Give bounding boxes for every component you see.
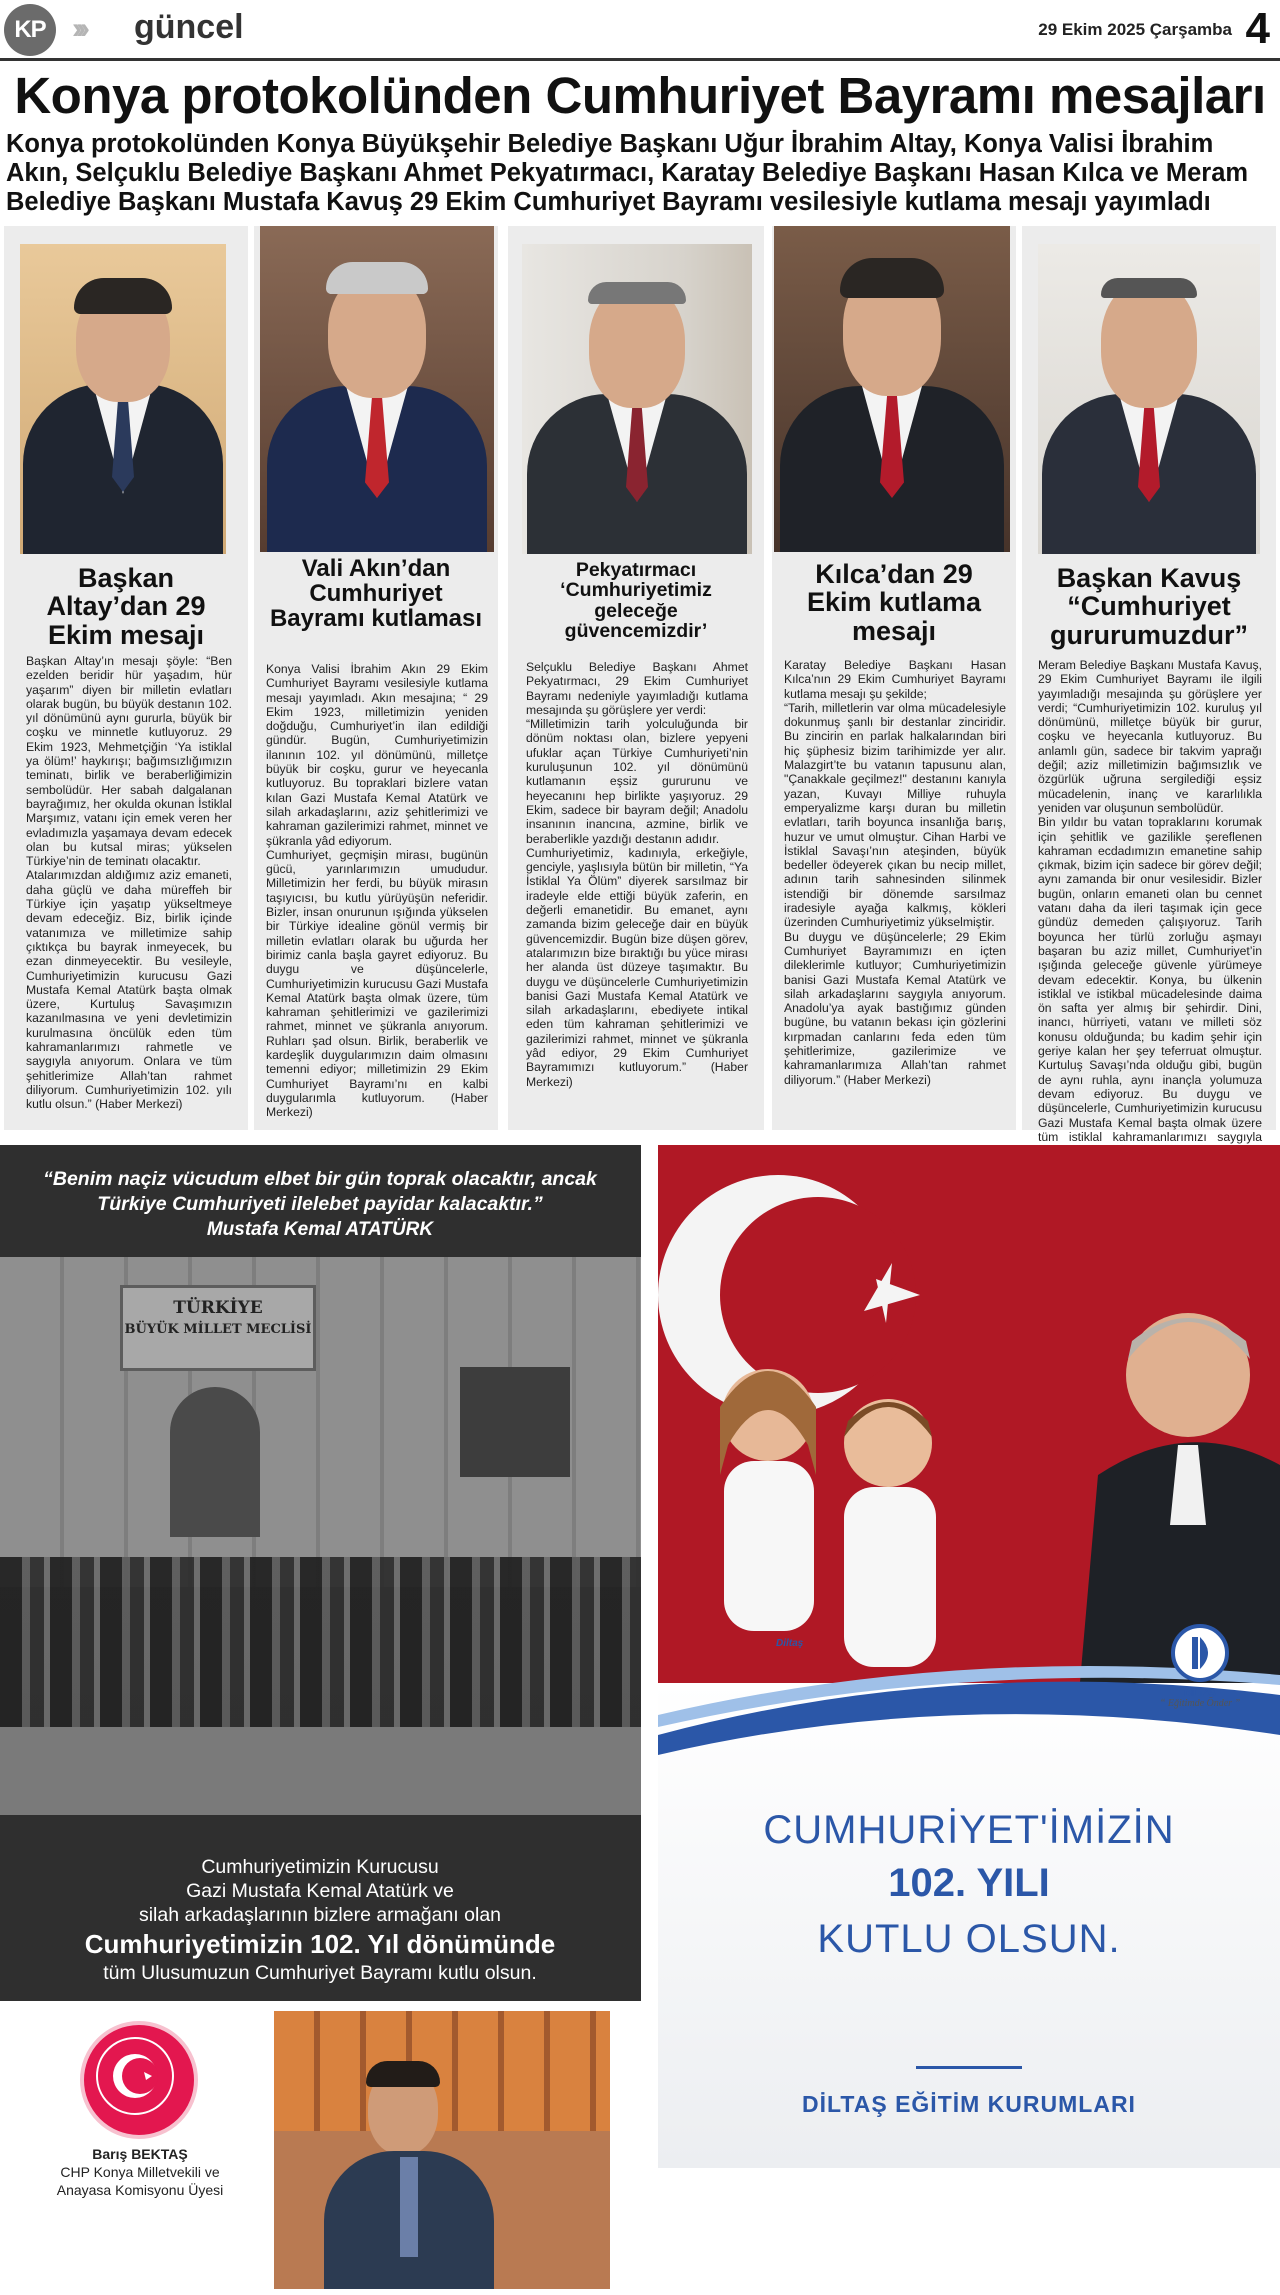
page-headline: Konya protokolünden Cumhuriyet Bayramı mesajları [14,67,1266,124]
diltas-logo [1138,1623,1262,1709]
logo-text: DİLTAŞ [1184,1688,1216,1698]
diltas-logo-icon [1170,1623,1230,1683]
message-line: Gazi Mustafa Kemal Atatürk ve [186,1880,454,1902]
header-divider [0,58,1280,61]
column-title: Kılca’dan 29 Ekim kutlama mesajı [806,559,982,646]
column-body: Başkan Altay’ın mesajı şöyle: “Ben ezelden beridir hür yaşadım, hür yaşarım” diyen bir milletin evlatları olarak bugün, bu büyük destanın 102. yıl dönümünü aynı gururla, büyük bir coşku ve minnetle kutluyoruz. 29 Ekim 1923, Mehmetçiğin ‘Ya istiklal ya ölüm!’ haykırışı; bağımsızlığımızın teminatı, birlik ve beraberliğimizin sembolüdür. Her sabah dalgalanan bayrağımız, her okulda okunan İstiklal Marşımız, vatanı için emek veren her evladımızla yaşamaya devam edecek olan bu kutsal miras; yükselen Türkiye’nin de teminatı olacaktır. Atalarımızdan aldığımız aziz emaneti, daha güçlü ve daha müreffeh bir Türkiye için yaşatıp yükseltmeye devam edeceğiz. Biz, birlik içinde vatanımıza ve milletimize sahip çıktıkça bu bayrak inmeyecek, bu ezan dinmeyecektir. Bu vesileyle, Cumhuriyetimizin kurucusu Gazi Mustafa Kemal Atatürk başta olmak üzere, Kurtuluş Savaşımızın kazanılmasına ve yeni devletimizin kurulmasına öncülük eden tüm kahramanlarımızı rahmetle ve saygıyla anıyorum. Onlara ve tüm şehitlerimize Allah’tan rahmet diliyorum. Cumhuriyetimizin 102. yılı kutlu olsun.” (Haber Merkezi) [26,654,232,1112]
article-column-akin [254,226,498,1130]
ad-headline-line: CUMHURİYET'İMİZİN [763,1808,1175,1852]
mp-name: Barış BEKTAŞ [92,2146,188,2162]
logo-slogan: “ Eğitimde Önder ” [1159,1698,1241,1709]
ad-headline-line: KUTLU OLSUN. [817,1917,1121,1961]
portrait-photo [260,226,494,552]
portrait-photo [1038,244,1260,554]
ad-sponsor-name: DİLTAŞ EĞİTİM KURUMLARI [802,2091,1136,2117]
mp-title: CHP Konya Milletvekili ve [60,2164,220,2180]
portrait-photo [774,226,1010,552]
column-title: Vali Akın’dan Cumhuriyet Bayramı kutlaması [269,555,483,633]
issue-date: 29 Ekim 2025 Çarşamba [1038,20,1232,39]
article-lede: Konya protokolünden Konya Büyükşehir Belediye Başkanı Uğur İbrahim Altay, Konya Valisi İbrahim Akın, Selçuklu Belediye Başkanı Ahmet Pekyatırmacı, Karatay Belediye Başkanı Hasan Kılca ve Meram Belediye Başkanı Mustafa Kavuş 29 Ekim Cumhuriyet Bayramı vesilesiyle kutlama mesajı yayımladı [6,130,1249,216]
message-line: silah arkadaşlarının bizlere armağanı olan [138,1904,502,1926]
tbmm-advertisement [0,1145,641,2198]
kp-logo: KP [4,4,56,56]
shirt-logo: Diltaş [776,1638,804,1649]
section-label: güncel [134,8,244,46]
mp-title: Anayasa Komisyonu Üyesi [56,2182,224,2198]
mp-info [20,2145,260,2199]
building-sign-sub: BÜYÜK MİLLET MECLİSİ [124,1322,312,1337]
column-title: Başkan Kavuş “Cumhuriyet gururumuzdur” [1050,563,1248,650]
article-column-altay [4,226,248,1130]
article-column-kavus [1022,226,1276,1144]
ad-headline-number: 102. YILI [888,1861,1050,1905]
column-body: Meram Belediye Başkanı Mustafa Kavuş, 29 Ekim Cumhuriyet Bayramı ile ilgili yayımladığı mesajında şu görüşlere yer verdi; “Cumhuriyetimizin 102. kuruluş yıl dönümünü, milletçe büyük bir gurur, coşku ve heyecanla kutluyoruz. Bu anlamlı gün, sadece bir takvim yaprağı değil; aziz milletimizin bağımsızlık ve özgürlük uğruna sergilediği eşsiz mücadelenin, inanç ve kararlılıkla yeniden var oluşunun sembolüdür. Bin yıldır bu vatan topraklarını korumak için şehitlik ve gazilikle şereflenen kahraman ecdadımızın emanetine sahip çıkmak, bizim için sadece bir görev değil; aynı zamanda bir onur vesilesidir. Bizler bugün, onların emaneti olan bu cennet vatanı daha da ileri taşımak için gece gündüz demeden çalışıyoruz. Tarih boyunca her türlü zorluğu aşmayı başaran bu aziz millet, Cumhuriyet’in ışığında geleceğe güvenle yürümeye devam edecektir. Konya, bu ülkenin istiklal ve istikbal mücadelesinde daima ön safta yer almış bir şehirdir. Dini, inancı, hürriyeti, vatanı ve milleti söz konusu olduğunda; bu kadim şehir için geriye kalan her şey teferruat olmuştur. Kurtuluş Savaşı’nda olduğu gibi, bugün de aynı ruhla, aynı inançla yolumuza devam ediyoruz. Bu duygu ve düşüncelerle, Cumhuriyetimizin kurucusu Gazi Mustafa Kemal başta olmak üzere tüm istiklal kahramanlarımızı saygıyla [1038,658,1262,1144]
column-body: Karatay Belediye Başkanı Hasan Kılca’nın 29 Ekim Cumhuriyet Bayramı kutlama mesajı şu şekilde; “Tarih, milletlerin var olma mücadelesiyle dokunmuş şanlı bir destanlar zinciridir. Bu zincirin en parlak halkalarından biri hiç şüphesiz bizim tarihimizde yer alır. Malazgirt’te bu vatanın tapusunu alan, "Çanakkale geçilmez!" destanını kanıyla yazan, Kuvayı Milliye ruhuyla emperyalizme karşı duran bu milletin evlatları, tarih boyunca insanlığa barış, huzur ve umut olmuştur. Cihan Harbi ve İstiklal Savaşı’nın ateşinden, büyük bedeller ödeyerek çıkan bu necip millet, adının tarih sahnesinden silinmek istendiği bir dönemde sarsılmaz iradesiyle ayağa kalkmış, kökleri üzerinden Cumhuriyetimiz yükselmiştir. Bu duygu ve düşüncelerle; 29 Ekim Cumhuriyet Bayramımızı en içten dileklerimle kutluyor; Cumhuriyetimizin banisi Gazi Mustafa Kemal Atatürk ve silah arkadaşlarını saygıyla anıyorum. Anadolu’ya ayak bastığımız günden bugüne, bu vatanın bekası için gözlerini kırpmadan canlarını feda eden tüm şehitlerimize, gazilerimize ve kahramanlarımıza Allah’tan rahmet diliyorum.” (Haber Merkezi) [784,658,1006,1087]
ad-divider [916,2066,1022,2069]
portrait-photo [20,244,226,554]
column-title: Başkan Altay’dan 29 Ekim mesajı [46,563,206,650]
mp-photo [268,2005,616,2295]
ataturk-quote: “Benim naçiz vücudum elbet bir gün toprak olacaktır, ancak Türkiye Cumhuriyeti ilelebet payidar kalacaktır.” [43,1168,597,1215]
page-number: 4 [1245,4,1270,53]
building-sign: TÜRKİYE [173,1298,263,1318]
quote-author: Mustafa Kemal ATATÜRK [206,1219,434,1240]
diltas-advertisement [658,1145,1280,2168]
celebration-message [20,1855,620,1985]
historic-parliament-photo [0,1257,641,1815]
portrait-photo [522,244,752,554]
column-body: Konya Valisi İbrahim Akın 29 Ekim Cumhuriyet Bayramı vesilesiyle kutlama mesajı yayımladı. Akın mesajına; “ 29 Ekim 1923, milletimizin yeniden doğduğu, Cumhuriyet’in ilan edildiği gündür. Bugün, Cumhuriyetimizin ilanının 102. yıl dönümünü, milletçe büyük bir coşku, gurur ve heyecanla kutluyoruz. Bu topraklari bizlere vatan kılan Gazi Mustafa Kemal Atatürk ve silah arkadaşlarını, aziz şehitlerimizi ve kahraman gazilerimizi rahmet, minnet ve şükranla yâd ediyorum. Cumhuriyet, geçmişin mirası, bugünün gücü, yarınlarımızın umududur. Milletimizin her ferdi, bu büyük mirasın taşıyıcısı, bu kutlu yürüyüşün neferidir. Bizler, insan onurunun ışığında yükselen bir Türkiye idealine gönül vermiş bir milletin evlatları olarak bu uğurda her birimiz canla başla gayret ediyoruz. Bu duygu ve düşüncelerle, Cumhuriyetimizin kurucusu Gazi Mustafa Kemal Atatürk başta olmak üzere, tüm kahraman şehitlerimizi ve gazilerimizi rahmet, minnet ve şükranla anıyorum. Ruhları şad olsun. Birlik, beraberlik ve kardeşlik duygularımızın daim olmasını temenni ediyor; milletimizin 29 Ekim Cumhuriyet Bayramı’nı en kalbi duygularımla kutluyorum. (Haber Merkezi) [266,662,488,1120]
article-column-kilca [772,226,1016,1130]
column-title: Pekyatırmacı ‘Cumhuriyetimiz geleceğe güvencemizdir’ [560,559,712,643]
message-line: tüm Ulusumuzun Cumhuriyet Bayramı kutlu olsun. [103,1962,537,1984]
message-highlight: Cumhuriyetimizin 102. Yıl dönümünde [84,1929,556,1959]
message-line: Cumhuriyetimizin Kurucusu [201,1856,439,1878]
tbmm-seal-icon [80,2021,198,2139]
column-body: Selçuklu Belediye Başkanı Ahmet Pekyatırmacı, 29 Ekim Cumhuriyet Bayramı nedeniyle yayımladığı kutlama mesajında şu görüşlere yer verdi: “Milletimizin tarih yolculuğunda bir dönüm noktası olan, bizlere yepyeni ufuklar açan Türkiye Cumhuriyeti’nin kuruluşunun 102. yıl dönümünü kutlamanın eşsiz gururunu ve heyecanını hep birlikte yaşıyoruz. 29 Ekim, sadece bir bayram değil; Anadolu insanının inancına, azmine, birlik ve beraberlikle yazdığı destanın adıdır. Cumhuriyetimiz, kadınıyla, erkeğiyle, genciyle, yaşlısıyla bütün bir milletin, “Ya İstiklal Ya Ölüm” diyerek sarsılmaz bir iradeyle elde ettiği büyük zaferin, en değerli emanetidir. Bu emanet, aynı zamanda bizim geleceğe dair en büyük güvencemizdir. Bugün bize düşen görev, atalarımızın bize bıraktığı bu yüce mirası her alanda üst düzeye taşımaktır. Bu duygu ve düşüncelerle Cumhuriyetimizin banisi Gazi Mustafa Kemal Atatürk ve silah arkadaşlarını, ebediyete intikal eden tüm kahraman şehitlerimizi ve gazilerimizi rahmet, minnet ve şükranla yâd ediyor, 29 Ekim Cumhuriyet Bayramımızı kutluyorum.” (Haber Merkezi) [526,660,748,1089]
article-column-pekyatirmaci [508,226,764,1130]
chevron-icon: ››› [72,12,84,45]
